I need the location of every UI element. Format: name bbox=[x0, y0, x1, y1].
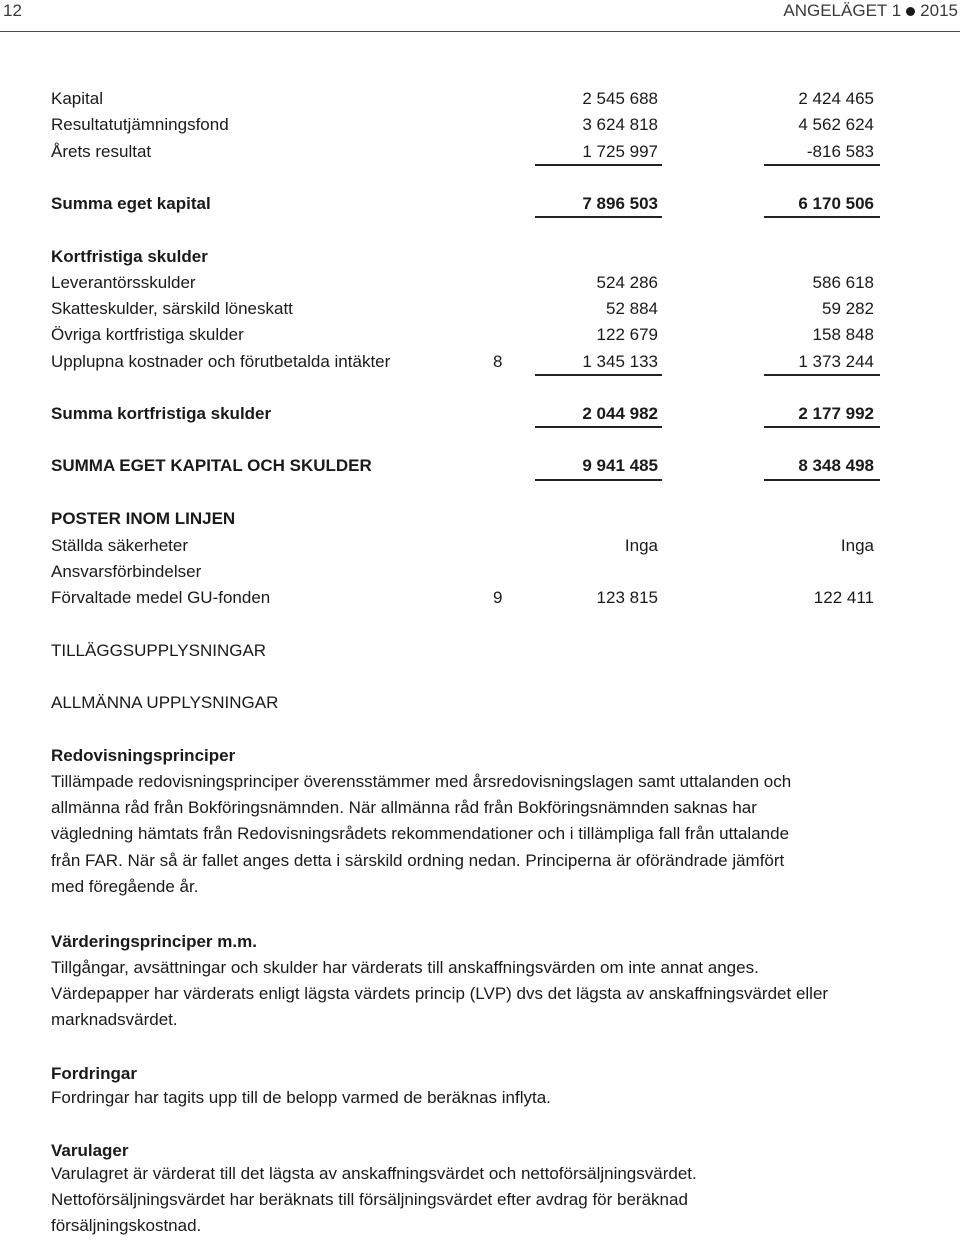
text-line: marknadsvärdet. bbox=[51, 1010, 178, 1030]
balance-row-resultatutjamningsfond: Resultatutjämningsfond 3 624 818 4 562 624 bbox=[51, 115, 874, 134]
text-line: med föregående år. bbox=[51, 876, 199, 896]
tillaggsupplysningar-heading: TILLÄGGSUPPLYSNINGAR bbox=[51, 641, 267, 660]
bullet-dot-icon bbox=[906, 7, 915, 16]
balance-row-summa-kortfristiga: Summa kortfristiga skulder 2 044 982 2 177 992 bbox=[51, 404, 874, 423]
section-heading: Varulager bbox=[51, 1141, 129, 1160]
balance-row-skatteskulder: Skatteskulder, särskild löneskatt 52 884 59 282 bbox=[51, 299, 874, 318]
underline bbox=[764, 479, 880, 481]
text-line: Nettoförsäljningsvärdet har beräknats till försäljningsvärdet efter avdrag för beräknad bbox=[51, 1190, 688, 1210]
section-body bbox=[51, 1085, 911, 1111]
underline bbox=[535, 216, 662, 218]
text-line: vägledning hämtats från Redovisningsrådets rekommendationer och i tillämpliga fall från uttalande bbox=[51, 824, 790, 844]
balance-row-kapital: Kapital 2 545 688 2 424 465 bbox=[51, 89, 874, 108]
underline bbox=[535, 479, 662, 481]
text-line: Värdepapper har värderats enligt lägsta värdets princip (LVP) dvs det lägsta av anskaffningsvärdet eller bbox=[51, 984, 829, 1004]
section-heading-poster-inom-linjen: POSTER INOM LINJEN bbox=[51, 509, 236, 528]
section-heading: Redovisningsprinciper bbox=[51, 746, 236, 765]
text-line: Fordringar har tagits upp till de belopp varmed de beräknas inflyta. bbox=[51, 1088, 551, 1107]
balance-row-forvaltade-medel: Förvaltade medel GU-fonden 9 123 815 122 411 bbox=[0, 585, 960, 611]
underline bbox=[764, 426, 880, 428]
balance-row-ansvarsforbindelser: Ansvarsförbindelser bbox=[51, 562, 202, 581]
balance-row-ovriga-kortfristiga: Övriga kortfristiga skulder 122 679 158 848 bbox=[51, 325, 874, 344]
balance-row-stallda-sakerheter: Ställda säkerheter Inga Inga bbox=[51, 536, 874, 555]
text-line: Varulagret är värderat till det lägsta av anskaffningsvärdet och nettoförsäljningsvärdet. bbox=[51, 1164, 697, 1183]
running-head bbox=[783, 1, 958, 21]
publication-year: 2015 bbox=[920, 1, 958, 20]
section-body bbox=[51, 955, 911, 1034]
section-body bbox=[51, 1161, 911, 1240]
text-line: Tillämpade redovisningsprinciper överensstämmer med årsredovisningslagen samt uttalanden och bbox=[51, 772, 792, 791]
section-heading-kortfristiga-skulder: Kortfristiga skulder bbox=[51, 247, 208, 266]
text-line: Tillgångar, avsättningar och skulder har värderats till anskaffningsvärden om inte annat anges. bbox=[51, 958, 759, 977]
note-reference: 8 bbox=[493, 352, 503, 371]
underline bbox=[764, 216, 880, 218]
balance-row-arets-resultat: Årets resultat 1 725 997 -816 583 bbox=[51, 142, 874, 161]
page-header bbox=[0, 0, 960, 32]
note-reference: 9 bbox=[493, 588, 503, 607]
balance-row-upplupna-kostnader: Upplupna kostnader och förutbetalda intäkter 8 1 345 133 1 373 244 bbox=[0, 349, 960, 375]
balance-row-summa-eget-kapital: Summa eget kapital 7 896 503 6 170 506 bbox=[51, 194, 874, 213]
underline bbox=[535, 374, 662, 376]
underline bbox=[764, 374, 880, 376]
page-number: 12 bbox=[3, 1, 22, 20]
section-body bbox=[51, 769, 911, 900]
underline bbox=[535, 426, 662, 428]
underline bbox=[764, 164, 880, 166]
section-heading: Värderingsprinciper m.m. bbox=[51, 932, 257, 951]
balance-row-leverantorsskulder: Leverantörsskulder 524 286 586 618 bbox=[51, 273, 874, 292]
section-heading: Fordringar bbox=[51, 1064, 137, 1083]
balance-row-summa-total: SUMMA EGET KAPITAL OCH SKULDER 9 941 485 8 348 498 bbox=[51, 456, 874, 475]
underline bbox=[535, 164, 662, 166]
publication-title: ANGELÄGET 1 bbox=[783, 1, 902, 20]
text-line: försäljningskostnad. bbox=[51, 1216, 202, 1236]
text-line: från FAR. När så är fallet anges detta i särskild ordning nedan. Principerna är oförändrade jämfört bbox=[51, 850, 785, 870]
text-line: allmänna råd från Bokföringsnämnden. När allmänna råd från Bokföringsnämnden saknas har bbox=[51, 798, 757, 818]
allmanna-upplysningar-heading: ALLMÄNNA UPPLYSNINGAR bbox=[51, 693, 279, 712]
